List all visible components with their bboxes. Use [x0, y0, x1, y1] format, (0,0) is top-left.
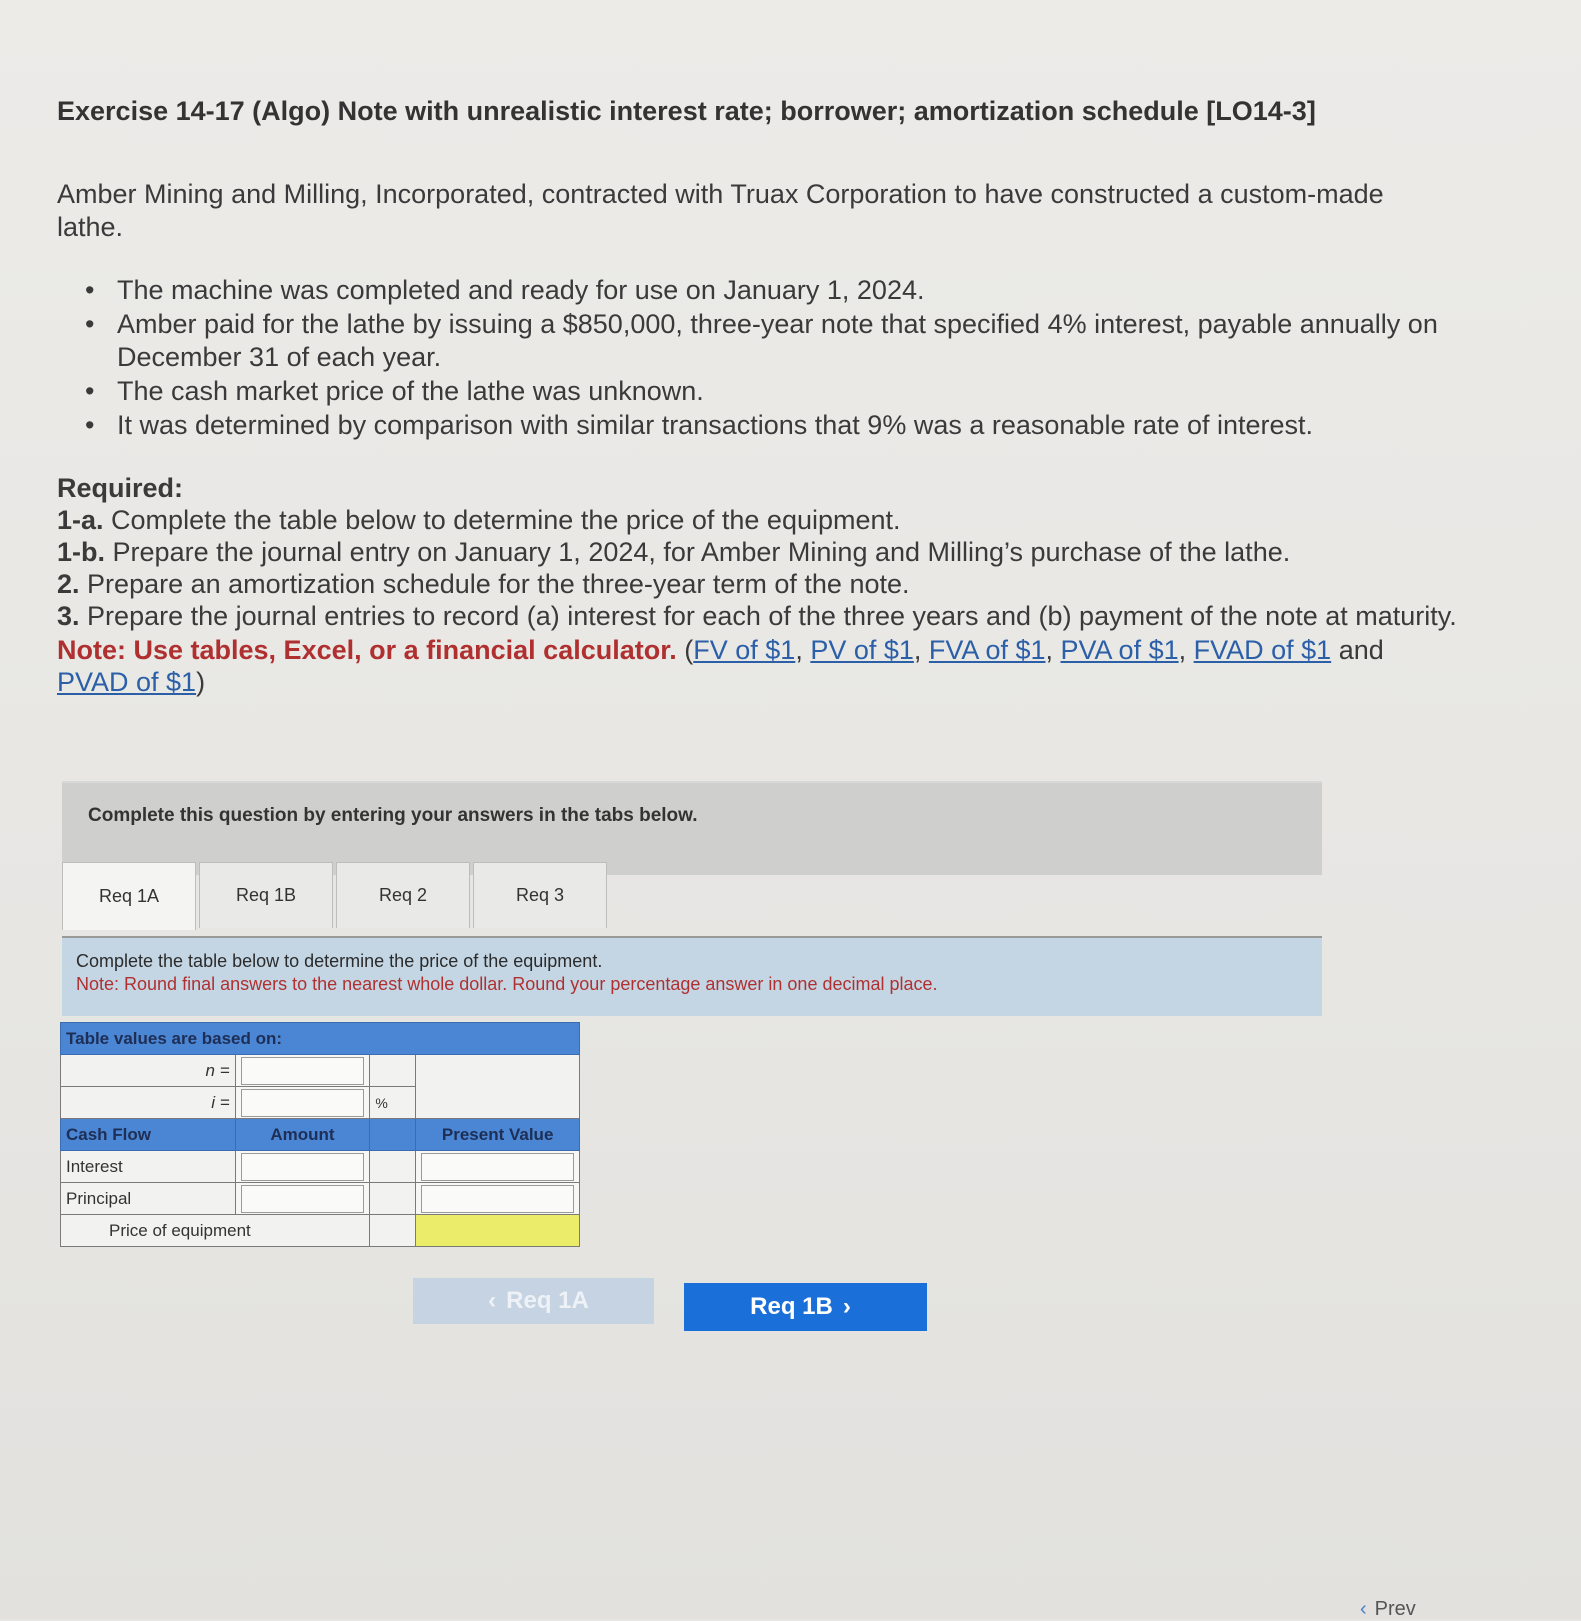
percent-symbol: % — [370, 1087, 416, 1119]
n-input[interactable] — [241, 1057, 365, 1085]
task-note: Note: Round final answers to the nearest whole dollar. Round your percentage answer in one decimal place. — [76, 974, 938, 994]
n-label: n = — [61, 1055, 236, 1087]
interest-pv-input[interactable] — [421, 1153, 574, 1181]
required-item-1b: 1-b. Prepare the journal entry on January 1, 2024, for Amber Mining and Milling’s purchase of the lathe. — [57, 537, 1291, 567]
bullet-icon: • — [85, 309, 95, 339]
list-item: • The cash market price of the lathe was unknown. — [85, 376, 704, 406]
table-row — [61, 1183, 580, 1215]
worksheet-header-row — [61, 1023, 580, 1055]
list-item: • The machine was completed and ready for use on January 1, 2024. — [85, 275, 925, 305]
prev-page-label: Prev — [1374, 1598, 1416, 1620]
tab-req-1b[interactable]: Req 1B — [199, 862, 333, 928]
required-heading: Required: — [57, 473, 184, 503]
tab-req-3[interactable]: Req 3 — [473, 862, 607, 928]
interest-amount-input[interactable] — [241, 1153, 365, 1181]
n-input-cell — [235, 1055, 370, 1087]
tables-note: Note: Use tables, Excel, or a financial calculator. (FV of $1, PV of $1, FVA of $1, PVA of $1, FVAD of $1 and PVAD of $1) — [57, 635, 1384, 697]
tab-req-2[interactable]: Req 2 — [336, 862, 470, 928]
tab-req-1a[interactable]: Req 1A — [62, 862, 196, 930]
col-cash-flow: Cash Flow — [61, 1119, 236, 1151]
bullet-icon: • — [85, 275, 95, 305]
prev-req-button[interactable] — [413, 1278, 654, 1324]
link-pva[interactable]: PVA of $1 — [1060, 635, 1179, 665]
present-value-worksheet — [60, 1022, 580, 1247]
principal-pv-input[interactable] — [421, 1185, 574, 1213]
note-label: Note: Use tables, Excel, or a financial calculator. — [57, 635, 677, 665]
required-item-3: 3. Prepare the journal entries to record (a) interest for each of the three years and (b) payment of the note at maturity. — [57, 601, 1457, 631]
principal-amount-input[interactable] — [241, 1185, 365, 1213]
row-label-interest: Interest — [61, 1151, 236, 1183]
price-of-equipment-total[interactable] — [416, 1215, 580, 1247]
link-fva[interactable]: FVA of $1 — [928, 635, 1046, 665]
next-req-label: Req 1B — [750, 1293, 833, 1320]
list-item: • It was determined by comparison with similar transactions that 9% was a reasonable rate of interest. — [85, 410, 1314, 440]
row-label-price: Price of equipment — [61, 1215, 370, 1247]
req-tabs — [62, 862, 610, 930]
chevron-left-icon: ‹ — [1360, 1598, 1367, 1620]
required-item-2: 2. Prepare an amortization schedule for the three-year term of the note. — [57, 569, 910, 599]
exercise-title: Exercise 14-17 (Algo) Note with unrealistic interest rate; borrower; amortization schedule [LO14-3] — [57, 96, 1316, 126]
task-line: Complete the table below to determine the price of the equipment. — [76, 951, 603, 971]
n-row — [61, 1055, 580, 1087]
chevron-left-icon: ‹ — [488, 1287, 497, 1314]
table-row — [61, 1215, 580, 1247]
worksheet-header: Table values are based on: — [61, 1023, 580, 1055]
row-label-principal: Principal — [61, 1183, 236, 1215]
required-item-1a: 1-a. Complete the table below to determine the price of the equipment. — [57, 505, 901, 535]
column-header-row — [61, 1119, 580, 1151]
intro-paragraph: Amber Mining and Milling, Incorporated, contracted with Truax Corporation to have constructed a custom-made lathe. — [57, 179, 1384, 242]
i-input[interactable] — [241, 1089, 365, 1117]
i-input-cell — [235, 1087, 370, 1119]
link-pv[interactable]: PV of $1 — [810, 635, 914, 665]
instructions-text: Complete this question by entering your answers in the tabs below. — [88, 805, 698, 826]
chevron-right-icon: › — [842, 1293, 851, 1320]
prev-req-label: Req 1A — [506, 1287, 589, 1314]
required-section — [57, 472, 1457, 698]
col-present-value: Present Value — [416, 1119, 580, 1151]
bullet-icon: • — [85, 376, 95, 406]
prev-page-button[interactable] — [1360, 1598, 1416, 1621]
list-item: • Amber paid for the lathe by issuing a $850,000, three-year note that specified 4% interest, payable annually on December 31 of each year. — [85, 309, 1438, 372]
facts-list — [85, 274, 1465, 443]
bullet-icon: • — [85, 410, 95, 440]
table-row — [61, 1151, 580, 1183]
link-fvad[interactable]: FVAD of $1 — [1193, 635, 1332, 665]
instructions-banner — [62, 781, 1322, 875]
next-req-button[interactable] — [684, 1283, 927, 1331]
i-label: i = — [61, 1087, 236, 1119]
link-pvad[interactable]: PVAD of $1 — [57, 667, 197, 697]
col-amount: Amount — [235, 1119, 370, 1151]
task-instructions — [62, 936, 1322, 1016]
link-fv[interactable]: FV of $1 — [693, 635, 796, 665]
